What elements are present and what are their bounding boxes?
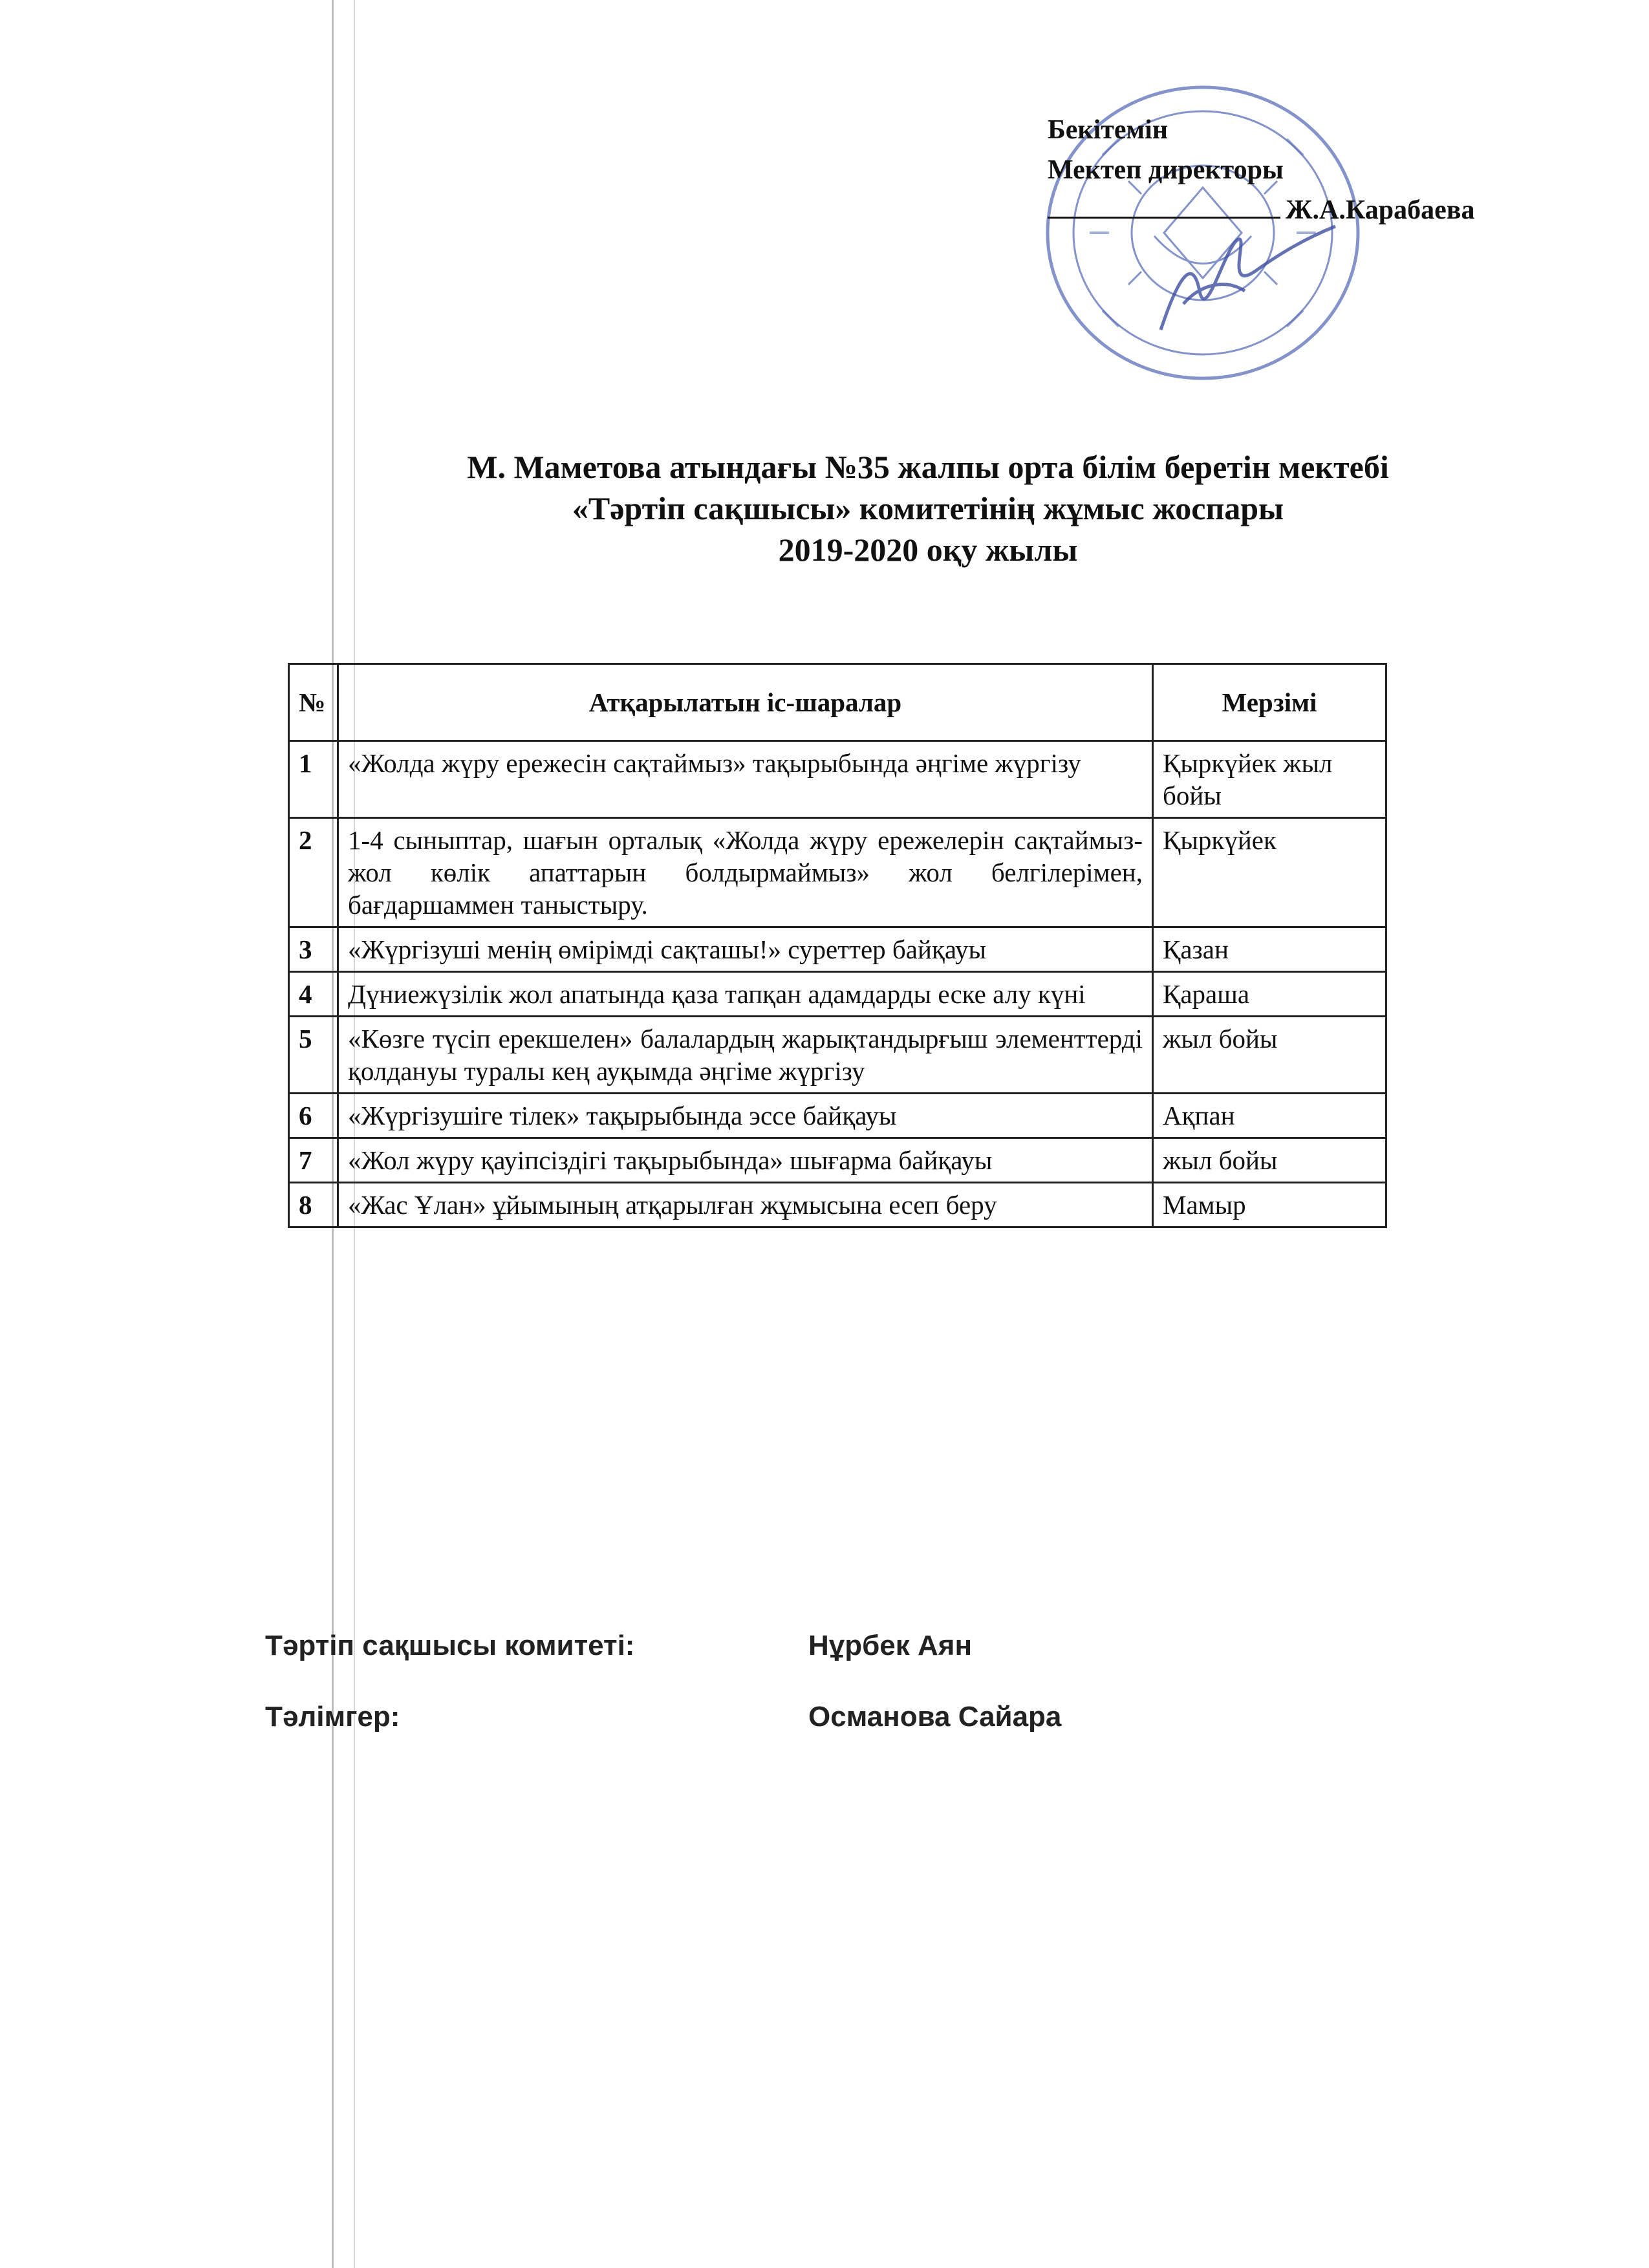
- row-number: 7: [289, 1138, 338, 1183]
- director-signature-mark: [1161, 226, 1335, 330]
- header-number: №: [289, 664, 338, 741]
- mentor-label: Тәлімгер:: [265, 1701, 400, 1733]
- row-activity: «Жүргізушіге тілек» тақырыбында эссе байқауы: [338, 1094, 1153, 1138]
- row-activity: «Жол жүру қауіпсіздігі тақырыбында» шығарма байқауы: [338, 1138, 1153, 1183]
- approval-block: [1048, 110, 1474, 230]
- row-term: Қыркүйек: [1153, 818, 1386, 927]
- row-activity: «Жүргізуші менің өмірімді сақташы!» суреттер байқауы: [338, 927, 1153, 972]
- work-plan-table: [288, 663, 1387, 1228]
- row-number: 1: [289, 741, 338, 818]
- row-term: Қараша: [1153, 972, 1386, 1017]
- header-term: Мерзімі: [1153, 664, 1386, 741]
- row-number: 2: [289, 818, 338, 927]
- row-activity: «Жас Ұлан» ұйымының атқарылған жұмысына есеп беру: [338, 1183, 1153, 1227]
- row-term: Қазан: [1153, 927, 1386, 972]
- table-row: [289, 927, 1386, 972]
- row-term: жыл бойы: [1153, 1138, 1386, 1183]
- table-row: [289, 1183, 1386, 1227]
- row-term: Қыркүйек жыл бойы: [1153, 741, 1386, 818]
- row-number: 4: [289, 972, 338, 1017]
- title-school: М. Маметова атындағы №35 жалпы орта білім беретін мектебі: [467, 449, 1389, 485]
- table-header-row: [289, 664, 1386, 741]
- table-row: [289, 1017, 1386, 1094]
- table-row: [289, 818, 1386, 927]
- title-year: 2019-2020 оқу жылы: [778, 532, 1078, 568]
- approval-line-1: Бекітемін: [1048, 115, 1169, 145]
- row-number: 6: [289, 1094, 338, 1138]
- row-number: 8: [289, 1183, 338, 1227]
- approval-line-2: Мектеп директоры: [1048, 155, 1284, 185]
- header-activity: Атқарылатын іс-шаралар: [338, 664, 1153, 741]
- row-activity: Дүниежүзілік жол апатында қаза тапқан адамдарды еске алу күні: [338, 972, 1153, 1017]
- table-row: [289, 1094, 1386, 1138]
- document-title: [336, 446, 1520, 570]
- director-name: Ж.А.Карабаева: [1286, 195, 1475, 225]
- row-number: 3: [289, 927, 338, 972]
- row-activity: 1-4 сыныптар, шағын орталық «Жолда жүру ережелерін сақтаймыз- жол көлік апаттарын болдырмаймыз» жол белгілерімен, бағдаршаммен таныстыру.: [338, 818, 1153, 927]
- title-plan: «Тәртіп сақшысы» комитетінің жұмыс жоспары: [572, 490, 1284, 526]
- committee-name: Нұрбек Аян: [808, 1630, 973, 1661]
- signature-line: [1048, 217, 1280, 219]
- row-activity: «Жолда жүру ережесін сақтаймыз» тақырыбында әңгіме жүргізу: [338, 741, 1153, 818]
- approval-signature-row: [1048, 190, 1474, 230]
- mentor-name: Османова Сайара: [808, 1701, 1062, 1733]
- row-term: жыл бойы: [1153, 1017, 1386, 1094]
- table-row: [289, 741, 1386, 818]
- table-row: [289, 972, 1386, 1017]
- committee-label: Тәртіп сақшысы комитеті:: [265, 1630, 635, 1661]
- row-number: 5: [289, 1017, 338, 1094]
- table-row: [289, 1138, 1386, 1183]
- row-term: Ақпан: [1153, 1094, 1386, 1138]
- row-activity: «Көзге түсіп ерекшелен» балалардың жарықтандырғыш элементтерді қолдануы туралы кең ауқымда әңгіме жүргізу: [338, 1017, 1153, 1094]
- row-term: Мамыр: [1153, 1183, 1386, 1227]
